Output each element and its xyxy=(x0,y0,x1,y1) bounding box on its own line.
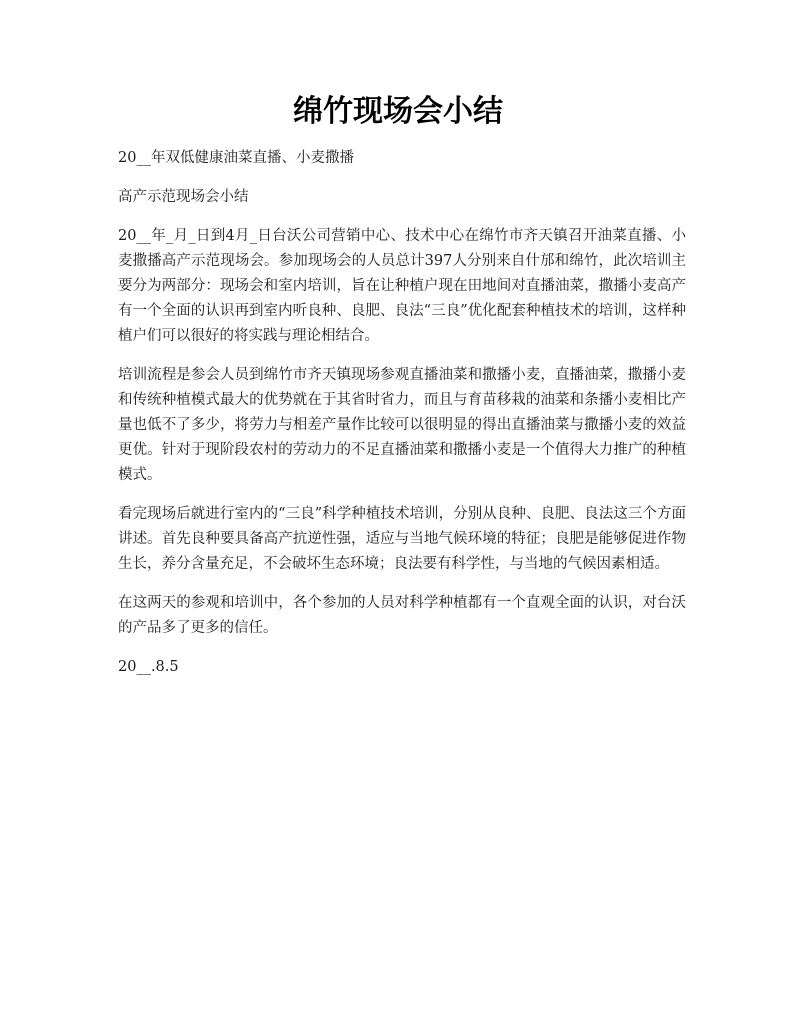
document-title: 绵竹现场会小结 xyxy=(293,94,503,129)
paragraph-intro: 20__年_月_日到4月_日台沃公司营销中心、技术中心在绵竹市齐天镇召开油菜直播、小麦撒播高产示范现场会。参加现场会的人员总计397人分别来自什邡和绵竹，此次培训主要分为两部分：现场会和室内培训，旨在让种植户现在田地间对直播油菜，撒播小麦高产有一个全面的认识再到室内听良种、良肥、良法“三良”优化配套种植技术的培训，这样种植户们可以很好的将实践与理论相结合。 xyxy=(118,228,686,344)
paragraph-indoor-training: 看完现场后就进行室内的“三良”科学种植技术培训，分别从良种、良肥、良法这三个方面讲述。首先良种要具备高产抗逆性强，适应与当地气候环境的特征；良肥是能够促进作物生长，养分含量充足，不会破坏生态环境；良法要有科学性，与当地的气候因素相适。 xyxy=(118,506,686,572)
paragraph-conclusion: 在这两天的参观和培训中，各个参加的人员对科学种植都有一个直观全面的认识，对台沃的产品多了更多的信任。 xyxy=(118,595,686,636)
paragraph-date: 20__.8.5 xyxy=(118,659,179,675)
paragraph-training-process: 培训流程是参会人员到绵竹市齐天镇现场参观直播油菜和撒播小麦，直播油菜，撒播小麦和传统种植模式最大的优势就在于其省时省力，而且与育苗移栽的油菜和条播小麦相比产量也低不了多少，将劳力与相差产量作比较可以很明显的得出直播油菜与撒播小麦的效益更优。针对于现阶段农村的劳动力的不足直播油菜和撒播小麦是一个值得大力推广的种植模式。 xyxy=(118,367,686,483)
paragraph-subtitle-line-1: 20__年双低健康油菜直播、小麦撒播 xyxy=(118,150,354,166)
paragraph-subtitle-line-2: 高产示范现场会小结 xyxy=(118,189,249,205)
document-body xyxy=(118,146,686,694)
